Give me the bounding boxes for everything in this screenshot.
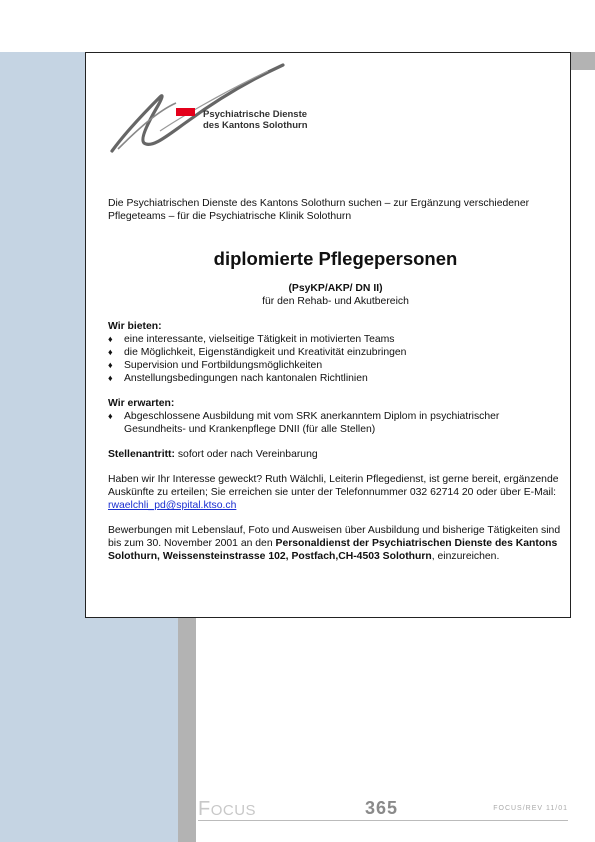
page-number: 365 bbox=[365, 798, 399, 818]
diamond-bullet-icon: ♦ bbox=[108, 334, 113, 344]
contact-text: Haben wir Ihr Interesse geweckt? Ruth Wälchli, Leiterin Pflegedienst, ist gerne bereit, ergänzende Auskünfte zu erteilen; Sie erreichen sie unter der Telefonnummer 032 62714 20 oder über E-Mail: bbox=[108, 474, 559, 498]
page-footer bbox=[198, 796, 568, 826]
contact-paragraph bbox=[108, 473, 563, 512]
area-line: für den Rehab- und Akutbereich bbox=[262, 296, 409, 307]
qualification-line: (PsyKP/AKP/ DN II) bbox=[288, 283, 383, 294]
diamond-bullet-icon: ♦ bbox=[108, 373, 113, 383]
expect-list bbox=[108, 410, 563, 436]
diamond-bullet-icon: ♦ bbox=[108, 411, 113, 421]
application-paragraph bbox=[108, 524, 563, 563]
offer-title: Wir bieten: bbox=[108, 321, 162, 332]
footer-issue: FOCUS/REV 11/01 bbox=[493, 805, 568, 812]
application-text-2: , einzureichen. bbox=[431, 551, 500, 562]
logo-line-2: des Kantons Solothurn bbox=[203, 120, 308, 131]
job-title: diplomierte Pflegepersonen bbox=[213, 248, 458, 269]
start-date bbox=[108, 448, 563, 461]
footer-brand bbox=[198, 798, 256, 821]
expect-title: Wir erwarten: bbox=[108, 398, 175, 409]
list-item: ♦ Abgeschlossene Ausbildung mit vom SRK anerkanntem Diplom in psychiatrischer Gesundheits- und Krankenpflege DNII (für alle Stellen) bbox=[108, 411, 500, 435]
footer-divider bbox=[198, 820, 568, 821]
diamond-bullet-icon: ♦ bbox=[108, 347, 113, 357]
footer-brand-rest: OCUS bbox=[210, 802, 257, 819]
intro-text: Die Psychiatrischen Dienste des Kantons Solothurn suchen – zur Ergänzung verschiedener Pflegeteams – für die Psychiatrische Klinik Solothurn bbox=[108, 198, 530, 222]
diamond-bullet-icon: ♦ bbox=[108, 360, 113, 370]
email-link[interactable]: rwaelchli_pd@spital.ktso.ch bbox=[108, 500, 237, 511]
application-text-1: Bewerbungen mit Lebenslauf, Foto und Ausweisen über Ausbildung und bisherige Tätigkeiten sind bis zum 30. November 2001 an den bbox=[108, 525, 561, 549]
application-address: Personaldienst der Psychiatrischen Dienste des Kantons Solothurn, Weissensteinstrasse 102, Postfach,CH-4503 Solothurn bbox=[108, 538, 558, 562]
ad-content bbox=[108, 197, 563, 563]
start-label: Stellenantritt: bbox=[108, 449, 175, 460]
list-item: ♦ die Möglichkeit, Eigenständigkeit und Kreativität einzubringen bbox=[108, 347, 407, 358]
list-item: ♦ eine interessante, vielseitige Tätigkeit in motivierten Teams bbox=[108, 334, 395, 345]
footer-brand-initial: F bbox=[198, 798, 211, 820]
start-text: sofort oder nach Vereinbarung bbox=[174, 449, 318, 460]
job-advertisement bbox=[85, 52, 571, 618]
logo-red-bar bbox=[176, 108, 195, 116]
organisation-logo bbox=[98, 59, 328, 159]
list-item: ♦ Anstellungsbedingungen nach kantonalen Richtlinien bbox=[108, 373, 368, 384]
list-item: ♦ Supervision und Fortbildungsmöglichkeiten bbox=[108, 360, 323, 371]
logo-line-1: Psychiatrische Dienste bbox=[203, 109, 308, 120]
offer-list bbox=[108, 333, 563, 385]
logo-text bbox=[203, 109, 308, 131]
